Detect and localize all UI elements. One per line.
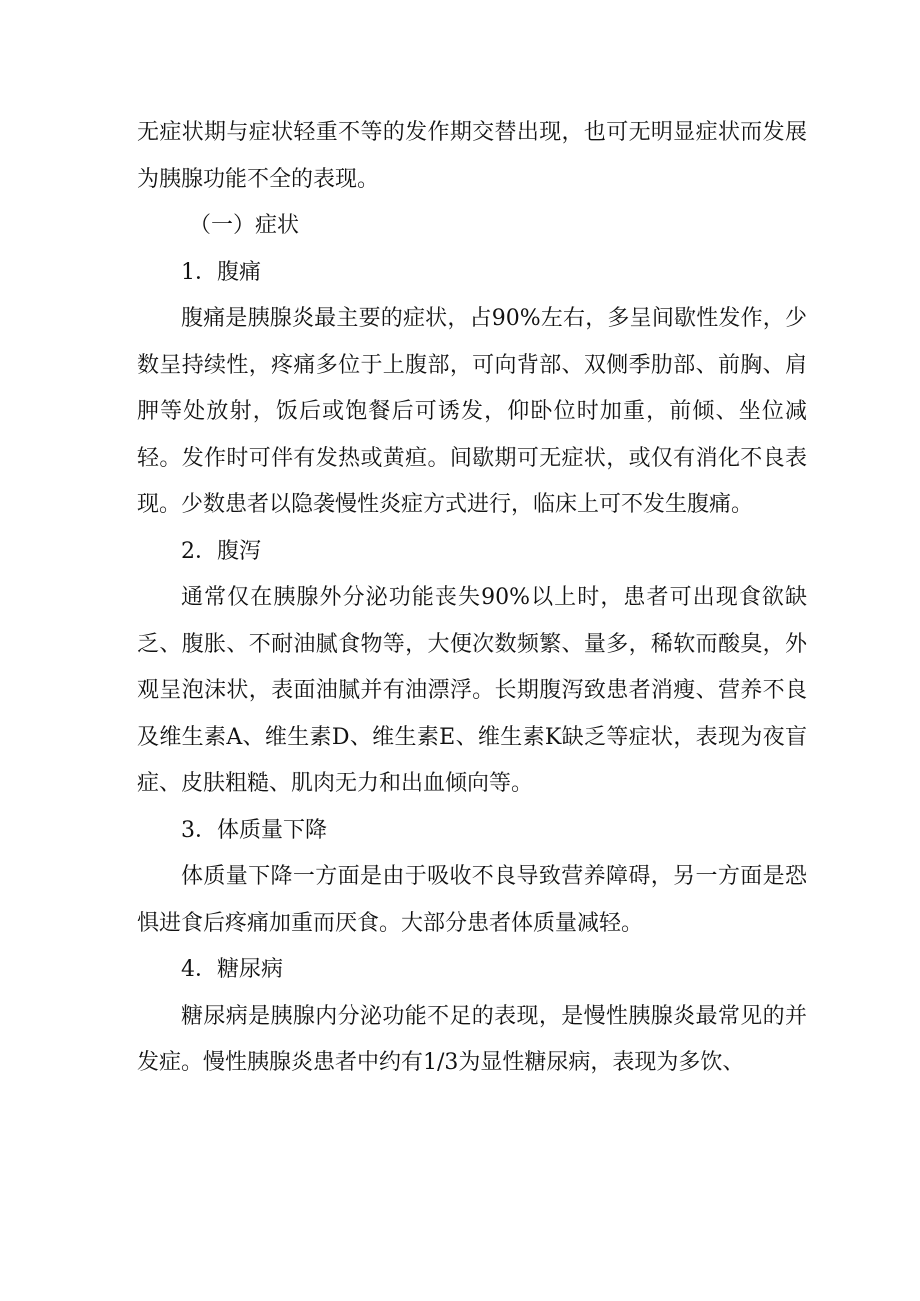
item-heading-diarrhea: 2．腹泻	[181, 538, 261, 564]
section-heading-symptoms: （一）症状	[189, 213, 300, 238]
paragraph-weight-loss: 体质量下降一方面是由于吸收不良导致营养障碍，另一方面是恐惧进食后疼痛加重而厌食。大部分患者体质量减轻。	[137, 864, 807, 936]
paragraph-diarrhea: 通常仅在胰腺外分泌功能丧失90%以上时，患者可出现食欲缺乏、腹胀、不耐油腻食物等，大便次数频繁、量多，稀软而酸臭，外观呈泡沫状，表面油腻并有油漂浮。长期腹泻致患者消瘦、营养不良及维生素A、维生素D、维生素E、维生素K缺乏等症状，表现为夜盲症、皮肤粗糙、肌肉无力和出血倾向等。	[137, 585, 807, 796]
intro-paragraph: 无症状期与症状轻重不等的发作期交替出现，也可无明显症状而发展为胰腺功能不全的表现。	[137, 120, 807, 192]
item-heading-abdominal-pain: 1．腹痛	[181, 259, 261, 285]
paragraph-diabetes: 糖尿病是胰腺内分泌功能不足的表现，是慢性胰腺炎最常见的并发症。慢性胰腺炎患者中约有1/3为显性糖尿病，表现为多饮、	[137, 1003, 807, 1075]
document-body	[137, 110, 807, 1087]
paragraph-abdominal-pain: 腹痛是胰腺炎最主要的症状，占90%左右，多呈间歇性发作，少数呈持续性，疼痛多位于上腹部，可向背部、双侧季肋部、前胸、肩胛等处放射，饭后或饱餐后可诱发，仰卧位时加重，前倾、坐位减轻。发作时可伴有发热或黄疸。间歇期可无症状，或仅有消化不良表现。少数患者以隐袭慢性炎症方式进行，临床上可不发生腹痛。	[137, 306, 807, 517]
item-heading-weight-loss: 3．体质量下降	[181, 817, 327, 843]
item-heading-diabetes: 4．糖尿病	[181, 957, 283, 982]
